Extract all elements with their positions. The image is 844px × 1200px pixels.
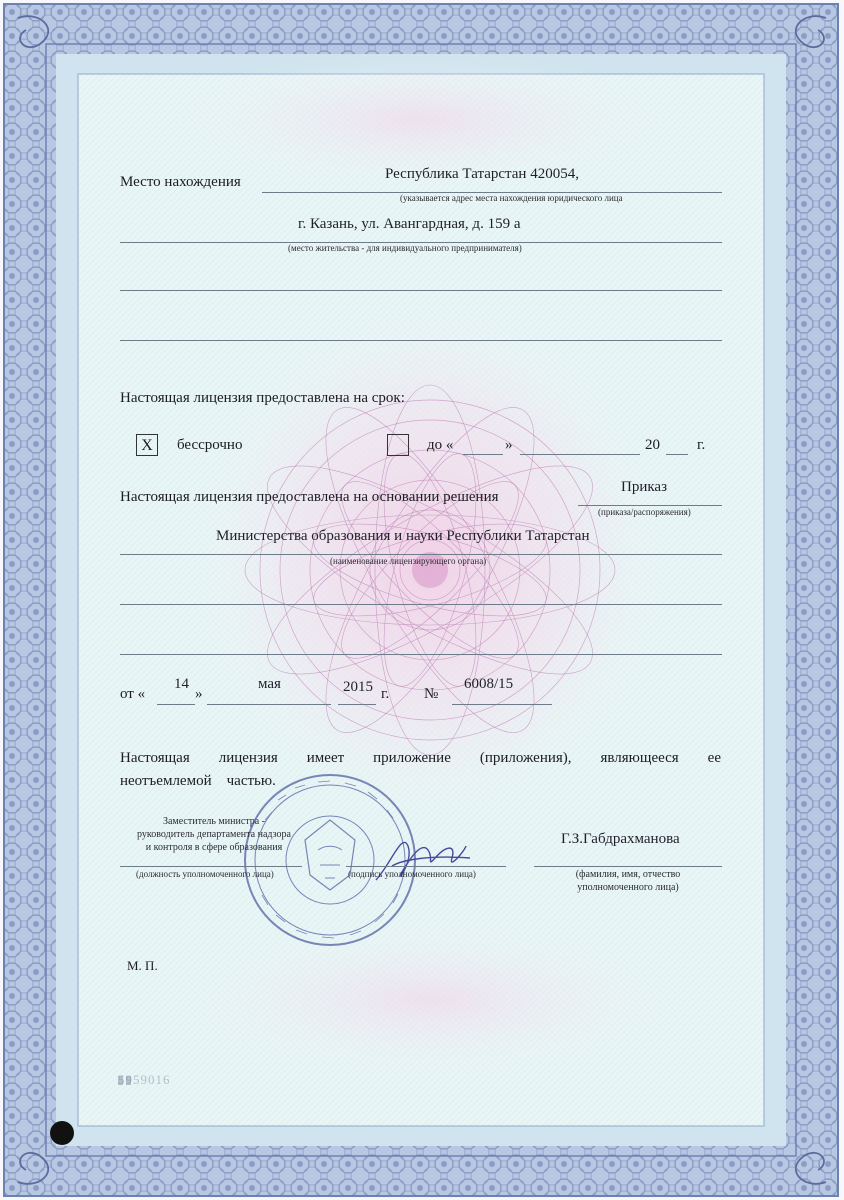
position-caption: (должность уполномоченного лица) [136, 869, 274, 879]
authority-line [120, 554, 722, 555]
decision-date-prefix: от « [120, 686, 146, 702]
appendix-word: Настоящая [120, 750, 190, 766]
until-day-line [463, 454, 503, 455]
decision-year: 2015 [343, 679, 373, 695]
until-close-quote: » [505, 437, 513, 453]
location-address-line-1: Республика Татарстан 420054, [385, 166, 579, 182]
appendix-word: приложение [373, 750, 451, 766]
signatory-position-line: руководитель департамента надзора [137, 829, 291, 840]
signatory-position-line: и контроля в сфере образования [145, 842, 283, 853]
blank-line-3 [120, 604, 722, 605]
decision-day: 14 [174, 676, 189, 692]
position-line [120, 866, 302, 867]
decision-number-line [452, 704, 552, 705]
serial-number: 5959016 [118, 1072, 171, 1087]
doc-type-line [578, 505, 722, 506]
decision-day-close: » [195, 686, 203, 702]
decision-month-line [207, 704, 331, 705]
blank-line-4 [120, 654, 722, 655]
blank-line-1 [120, 290, 722, 291]
doc-type: Приказ [621, 479, 668, 495]
licensing-authority: Министерства образования и науки Республики Татарстан [216, 528, 590, 544]
until-prefix: до « [427, 437, 454, 453]
signatory-position-line: Заместитель министра - [162, 816, 266, 827]
stamp-place: М. П. [127, 958, 158, 973]
decision-day-line [157, 704, 195, 705]
location-label: Место нахождения [120, 174, 241, 190]
basis-label: Настоящая лицензия предоставлена на основании решения [120, 489, 499, 505]
decision-year-suffix: г. [381, 686, 390, 702]
authority-caption: (наименование лицензирующего органа) [330, 556, 487, 566]
until-year-line [666, 454, 688, 455]
location-caption-1: (указывается адрес места нахождения юридического лица [400, 193, 623, 203]
location-address-line-2: г. Казань, ул. Авангардная, д. 159 а [298, 216, 521, 232]
appendix-line-1 [120, 750, 721, 767]
appendix-word: ее [707, 750, 721, 766]
appendix-word: имеет [306, 750, 345, 766]
signatory-position [118, 815, 310, 854]
decision-number: 6008/15 [464, 676, 514, 692]
until-year-suffix: г. [697, 437, 706, 453]
blank-line-2 [120, 340, 722, 341]
signature-caption: (подпись уполномоченного лица) [348, 869, 476, 879]
number-sign: № [424, 686, 439, 702]
name-caption-line: уполномоченного лица) [577, 882, 679, 893]
decision-year-line [338, 704, 376, 705]
indefinite-label: бессрочно [177, 437, 243, 453]
name-caption [546, 868, 710, 894]
term-label: Настоящая лицензия предоставлена на срок: [120, 390, 405, 406]
signatory-name: Г.З.Габдрахманова [561, 831, 680, 847]
until-year-prefix: 20 [645, 437, 660, 453]
appendix-word: (приложения), [479, 750, 572, 766]
appendix-word: являющееся [600, 750, 679, 766]
location-caption-2: (место жительства - для индивидуального предпринимателя) [288, 243, 522, 253]
signature-line [346, 866, 506, 867]
until-month-line [520, 454, 640, 455]
decision-month: мая [258, 676, 281, 692]
name-line [534, 866, 722, 867]
until-date-checkbox[interactable] [387, 434, 409, 456]
indefinite-checkbox[interactable]: X [136, 434, 158, 456]
name-caption-line: (фамилия, имя, отчество [575, 869, 681, 880]
appendix-line-2: неотъемлемой частью. [120, 773, 276, 789]
doc-type-caption: (приказа/распоряжения) [598, 507, 691, 517]
appendix-word: лицензия [218, 750, 278, 766]
